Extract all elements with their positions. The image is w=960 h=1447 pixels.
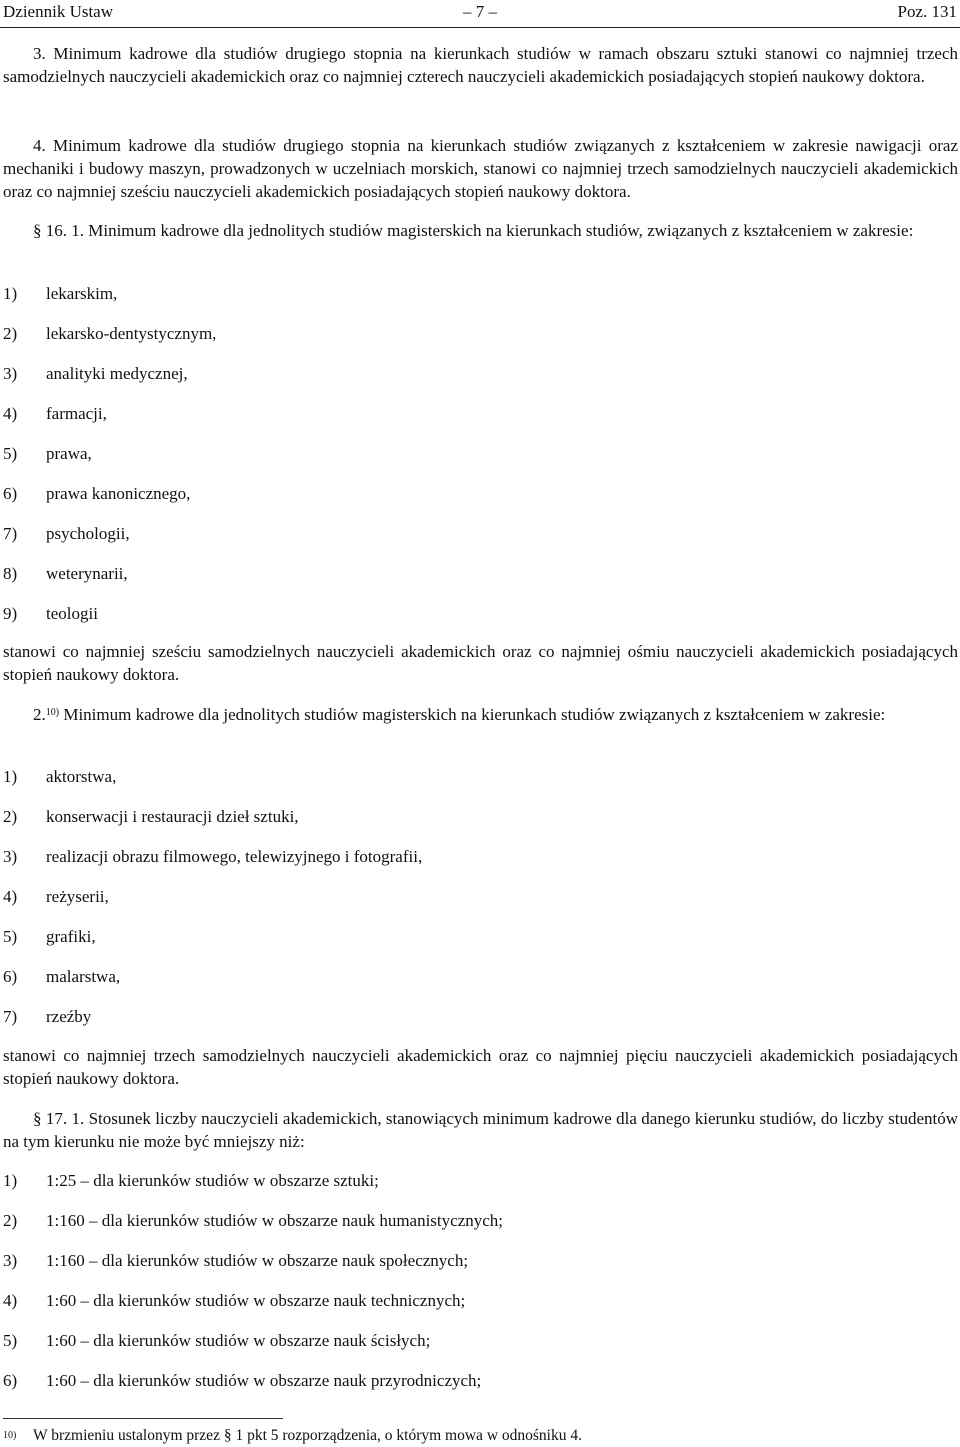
ratio-list-item: [3, 1329, 430, 1352]
list-item: [3, 362, 188, 385]
list-item-text: 1:60 – dla kierunków studiów w obszarze nauk przyrodniczych;: [46, 1371, 482, 1390]
header-divider: [0, 27, 960, 28]
section-17-intro: § 17. 1. Stosunek liczby nauczycieli akademickich, stanowiących minimum kadrowe dla danego kierunku studiów, do liczby studentów na tym kierunku nie może być mniejszy niż:: [3, 1109, 958, 1151]
list-item-text: lekarskim,: [46, 284, 118, 303]
list-item-number: 8): [3, 564, 18, 583]
publication-title: Dziennik Ustaw: [3, 2, 114, 21]
list-item: [3, 765, 116, 788]
list-item-number: 7): [3, 1007, 18, 1026]
list-item-text: weterynarii,: [46, 564, 128, 583]
list-item: [3, 925, 96, 948]
list-item: [3, 965, 120, 988]
footnote-reference[interactable]: 10): [45, 707, 60, 718]
list-item: [3, 885, 109, 908]
list-item-number: 3): [3, 847, 18, 866]
list-item-number: 6): [3, 1371, 18, 1390]
list-item-number: 5): [3, 1331, 18, 1350]
list-item-text: prawa kanonicznego,: [46, 484, 191, 503]
list-item: [3, 402, 107, 425]
section-16-closing-2: stanowi co najmniej trzech samodzielnych nauczycieli akademickich oraz co najmniej pięciu nauczycieli akademickich posiadających stopień naukowy doktora.: [3, 1046, 958, 1088]
list-item-text: realizacji obrazu filmowego, telewizyjnego i fotografii,: [46, 847, 423, 866]
section-16-closing-1: stanowi co najmniej sześciu samodzielnych nauczycieli akademickich oraz co najmniej ośmiu nauczycieli akademickich posiadających stopień naukowy doktora.: [3, 642, 958, 684]
ratio-list-item: [3, 1289, 465, 1312]
list-item-text: analityki medycznej,: [46, 364, 188, 383]
paragraph-4: 4. Minimum kadrowe dla studiów drugiego stopnia na kierunkach studiów związanych z kształceniem w zakresie nawigacji oraz mechaniki i budowy maszyn, prowadzonych w uczelniach morskich, stanowi co najmniej trzech samodzielnych nauczycieli akademickich oraz co najmniej sześciu nauczycieli akademickich posiadających stopień naukowy doktora.: [3, 136, 958, 201]
list-item-number: 1): [3, 1171, 18, 1190]
list-item-text: grafiki,: [46, 927, 96, 946]
list-item: [3, 282, 117, 305]
list-item-number: 2): [3, 324, 18, 343]
ratio-list-item: [3, 1169, 379, 1192]
footnote: [3, 1426, 582, 1446]
list-item-text: rzeźby: [46, 1007, 92, 1026]
list-item-text: reżyserii,: [46, 887, 109, 906]
page-number: – 7 –: [463, 2, 497, 21]
list-item-text: aktorstwa,: [46, 767, 117, 786]
list-item: [3, 442, 92, 465]
ratio-list-item: [3, 1369, 481, 1392]
footnote-divider: [3, 1418, 283, 1419]
paragraph-2-number: 2.: [33, 705, 46, 724]
footnote-mark: 10): [3, 1430, 17, 1441]
list-item: [3, 562, 128, 585]
list-item: [3, 805, 299, 828]
list-item-text: lekarsko-dentystycznym,: [46, 324, 217, 343]
list-item-number: 3): [3, 1251, 18, 1270]
list-item: [3, 1005, 91, 1028]
list-item-text: teologii: [46, 604, 98, 623]
footnote-text: W brzmieniu ustalonym przez § 1 pkt 5 rozporządzenia, o którym mowa w odnośniku 4.: [33, 1427, 582, 1444]
list-item: [3, 322, 216, 345]
list-item-text: 1:60 – dla kierunków studiów w obszarze nauk technicznych;: [46, 1291, 466, 1310]
list-item-number: 4): [3, 404, 18, 423]
list-item-number: 1): [3, 284, 18, 303]
list-item-text: farmacji,: [46, 404, 107, 423]
list-item-number: 5): [3, 444, 18, 463]
section-16-paragraph-2: [3, 703, 958, 726]
list-item: [3, 602, 98, 625]
list-item-number: 2): [3, 1211, 18, 1230]
list-item-number: 1): [3, 767, 18, 786]
paragraph-3: 3. Minimum kadrowe dla studiów drugiego stopnia na kierunkach studiów w ramach obszaru sztuki stanowi co najmniej trzech samodzielnych nauczycieli akademickich oraz co najmniej czterech nauczycieli akademickich posiadających stopień naukowy doktora.: [3, 44, 958, 86]
list-item: [3, 845, 422, 868]
page-header: [0, 1, 960, 23]
paragraph-2-text: Minimum kadrowe dla jednolitych studiów magisterskich na kierunkach studiów związanych z kształceniem w zakresie:: [59, 705, 886, 724]
list-item-text: konserwacji i restauracji dzieł sztuki,: [46, 807, 299, 826]
list-item-number: 6): [3, 967, 18, 986]
list-item-number: 6): [3, 484, 18, 503]
ratio-list-item: [3, 1249, 468, 1272]
ratio-list-item: [3, 1209, 503, 1232]
list-item: [3, 522, 130, 545]
list-item-number: 2): [3, 807, 18, 826]
list-item-number: 5): [3, 927, 18, 946]
list-item-text: 1:160 – dla kierunków studiów w obszarze nauk społecznych;: [46, 1251, 469, 1270]
section-16-intro: § 16. 1. Minimum kadrowe dla jednolitych studiów magisterskich na kierunkach studiów, związanych z kształceniem w zakresie:: [33, 221, 914, 240]
list-item-number: 7): [3, 524, 18, 543]
list-item-text: psychologii,: [46, 524, 130, 543]
list-item-text: prawa,: [46, 444, 92, 463]
list-item-text: 1:25 – dla kierunków studiów w obszarze sztuki;: [46, 1171, 379, 1190]
list-item-text: malarstwa,: [46, 967, 121, 986]
position-number: Poz. 131: [897, 2, 957, 21]
list-item-number: 4): [3, 1291, 18, 1310]
list-item: [3, 482, 190, 505]
list-item-text: 1:160 – dla kierunków studiów w obszarze nauk humanistycznych;: [46, 1211, 504, 1230]
list-item-text: 1:60 – dla kierunków studiów w obszarze nauk ścisłych;: [46, 1331, 431, 1350]
list-item-number: 3): [3, 364, 18, 383]
list-item-number: 9): [3, 604, 18, 623]
list-item-number: 4): [3, 887, 18, 906]
